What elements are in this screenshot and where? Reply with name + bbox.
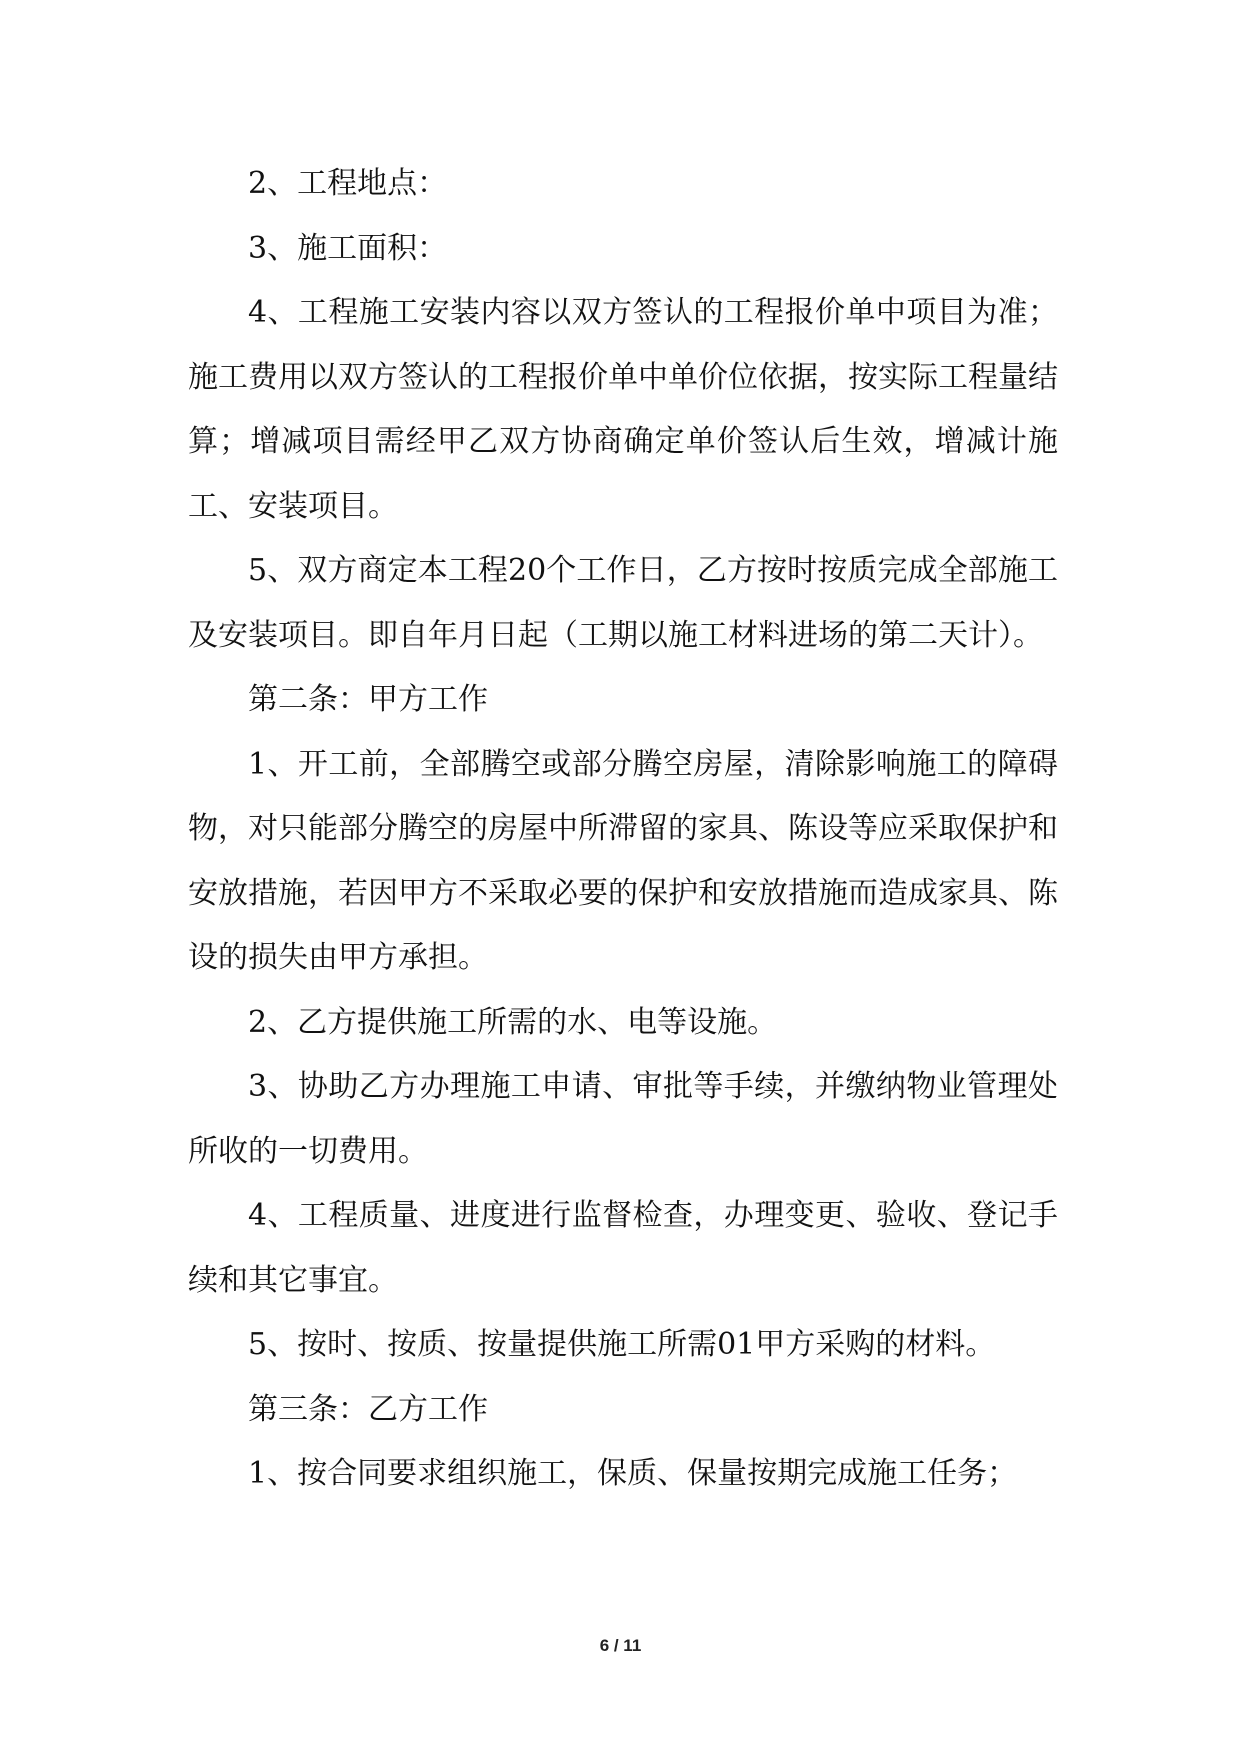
paragraph-schedule: 5、双方商定本工程20个工作日，乙方按时按质完成全部施工及安装项目。即自年月日起（工期以施工材料进场的第二天计）。 [188,553,1058,653]
paragraph-party-a-item-2: 2、乙方提供施工所需的水、电等设施。 [248,1004,778,1040]
paragraph-construction-area: 3、施工面积： [248,230,448,266]
paragraph-party-b-item-1: 1、按合同要求组织施工，保质、保量按期完成施工任务； [248,1456,1018,1491]
paragraph-party-a-item-1: 1、开工前，全部腾空或部分腾空房屋，清除影响施工的障碍物，对只能部分腾空的房屋中所滞留的家具、陈设等应采取保护和安放措施，若因甲方不采取必要的保护和安放措施而造成家具、陈设的损失由甲方承担。 [188,746,1058,975]
paragraph-party-a-item-5: 5、按时、按质、按量提供施工所需01甲方采购的材料。 [248,1327,996,1362]
paragraph-installation-scope: 4、工程施工安装内容以双方签认的工程报价单中项目为准；施工费用以双方签认的工程报价单中单价位依据，按实际工程量结算；增减项目需经甲乙双方协商确定单价签认后生效，增减计施工、安装项目。 [188,295,1058,524]
page-number: 6 / 11 [599,1636,642,1655]
section-heading-party-b: 第三条：乙方工作 [248,1391,488,1427]
paragraph-party-a-item-4: 4、工程质量、进度进行监督检查，办理变更、验收、登记手续和其它事宜。 [188,1198,1058,1298]
paragraph-project-location: 2、工程地点： [248,166,448,201]
section-heading-party-a: 第二条：甲方工作 [248,682,488,717]
paragraph-party-a-item-3: 3、协助乙方办理施工申请、审批等手续，并缴纳物业管理处所收的一切费用。 [188,1069,1058,1169]
document-body [188,152,1058,1507]
